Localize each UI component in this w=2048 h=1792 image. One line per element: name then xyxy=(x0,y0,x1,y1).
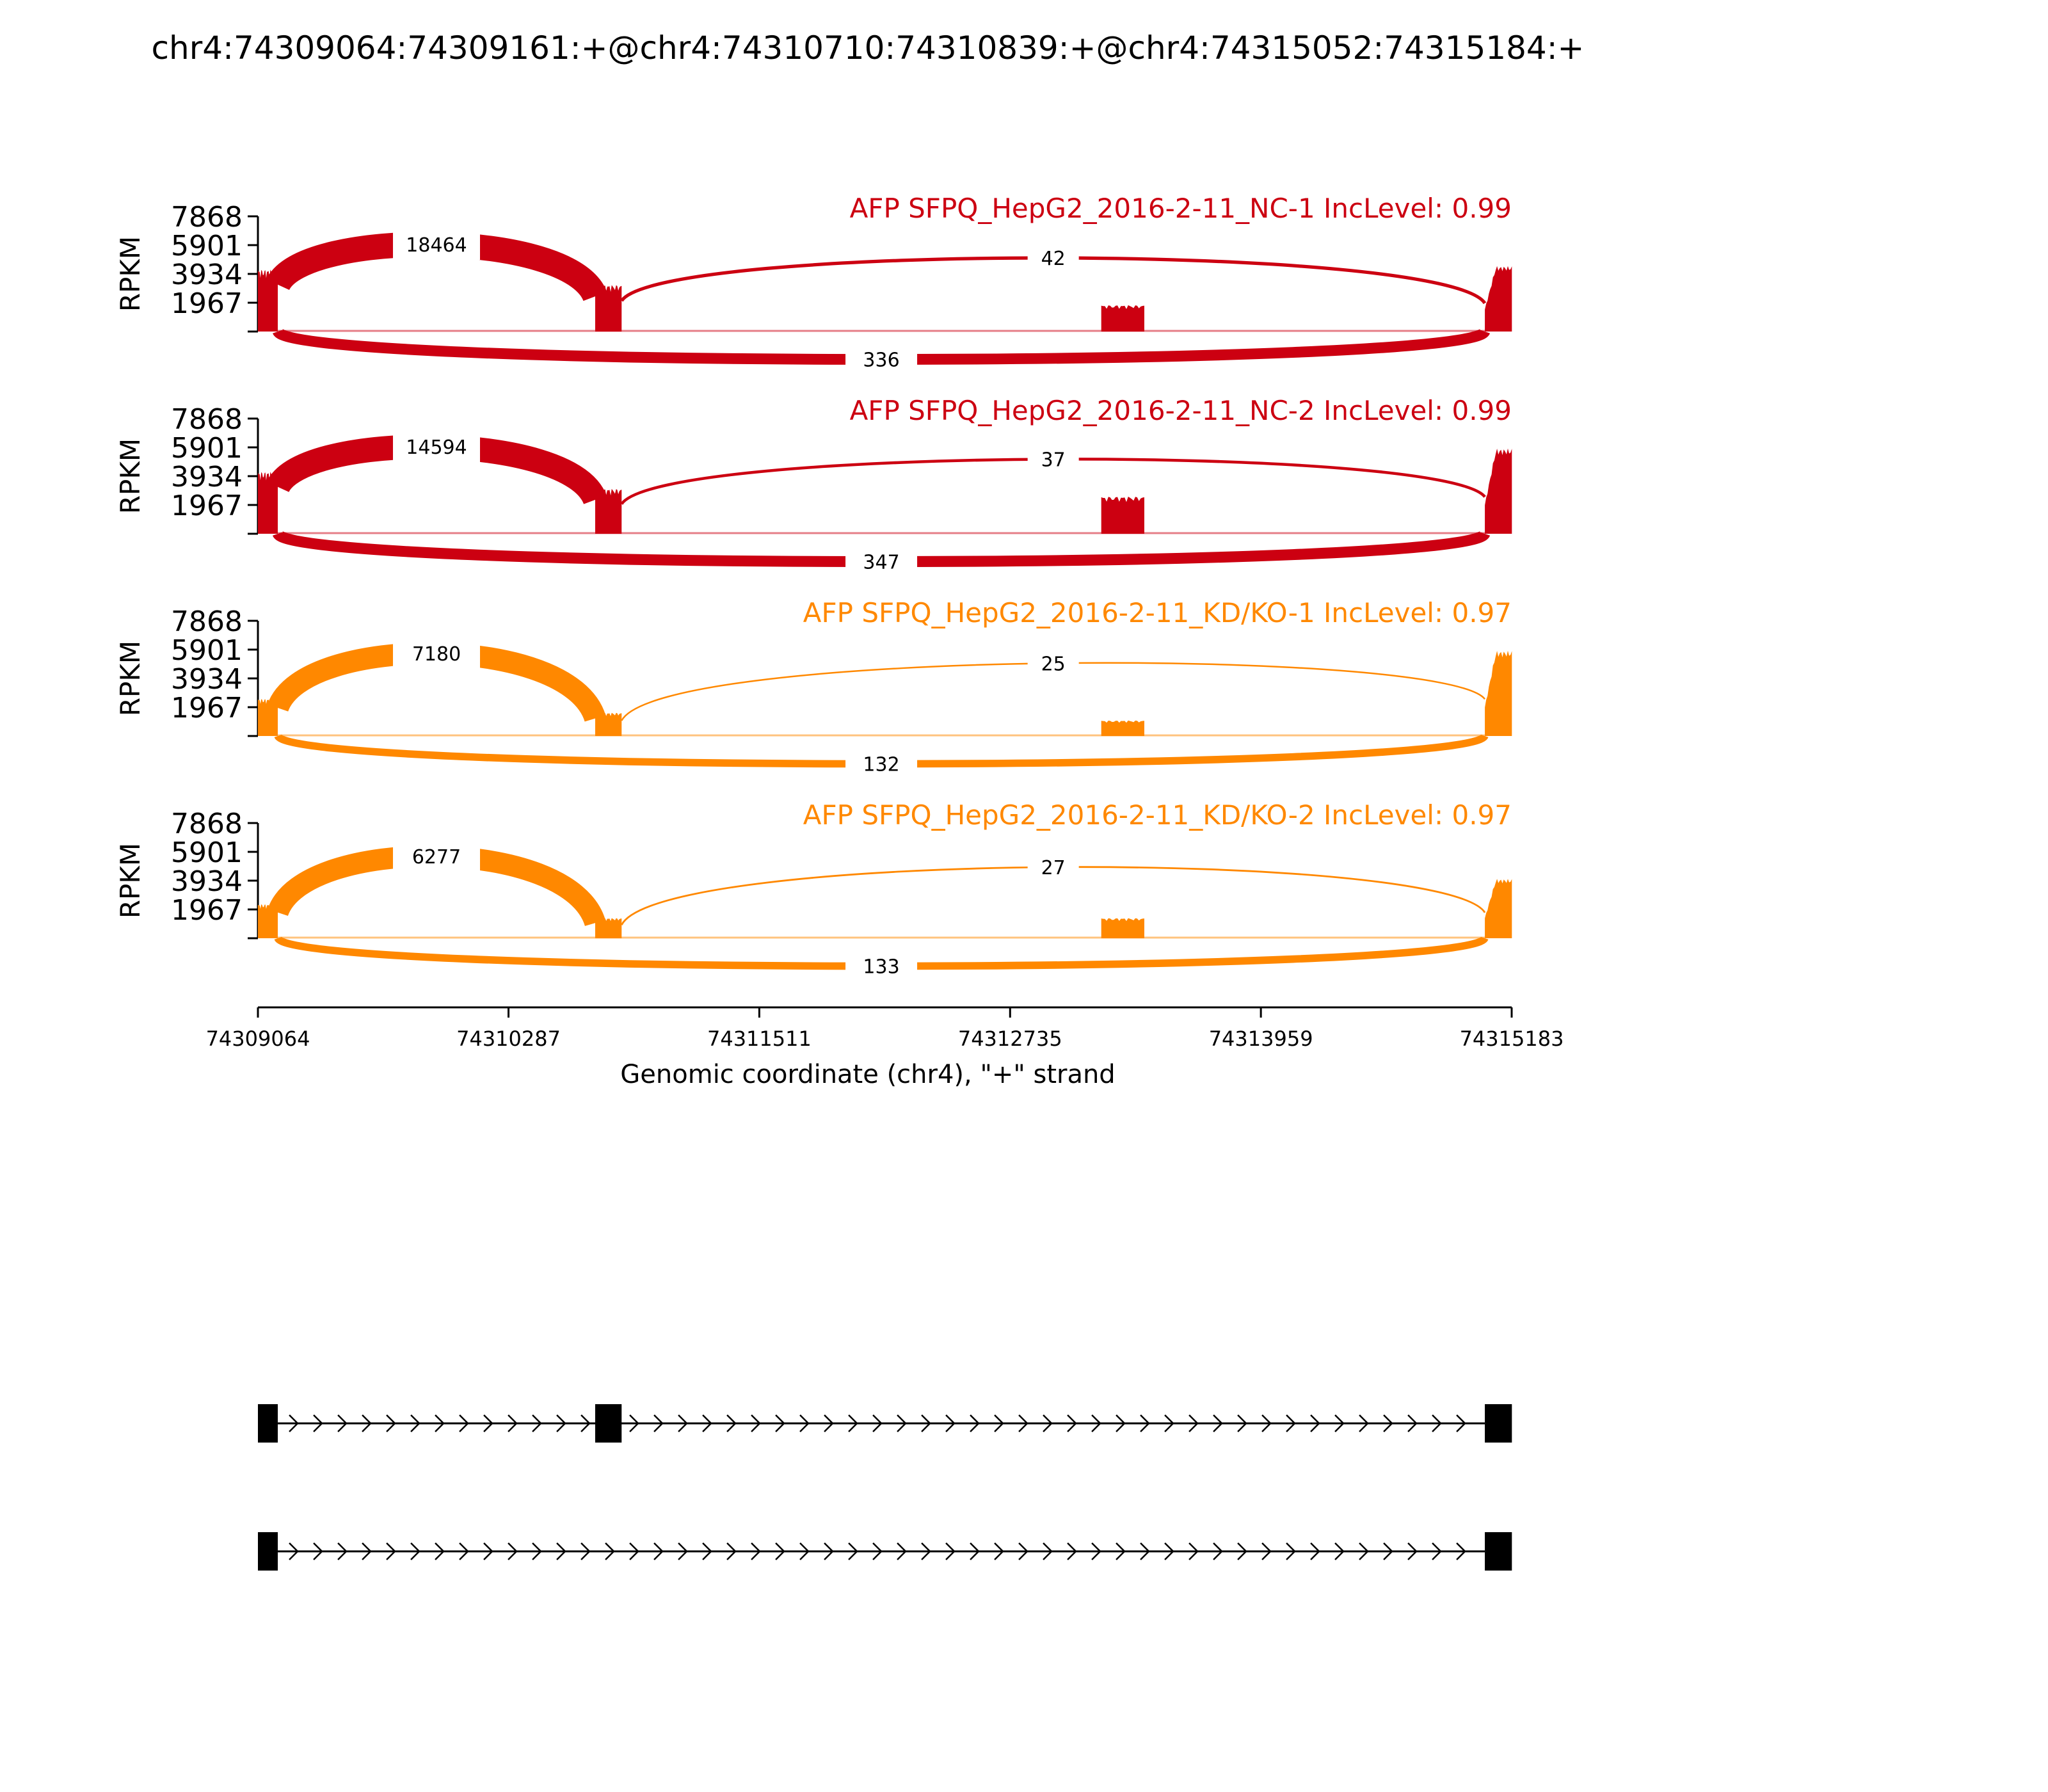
plot-title: chr4:74309064:74309161:+@chr4:74310710:74310839:+@chr4:74315052:74315184:+ xyxy=(151,29,1585,67)
junction-count-skipping: 347 xyxy=(863,551,900,574)
y-axis-label: RPKM xyxy=(115,842,146,919)
coverage-minor-peak xyxy=(1101,305,1144,332)
y-tick-label: 3934 xyxy=(171,865,243,898)
coverage-minor-peak xyxy=(1101,497,1144,534)
junction-count-skipping: 132 xyxy=(863,753,900,776)
y-tick-label: 5901 xyxy=(171,634,243,667)
y-tick-label: 1967 xyxy=(171,490,243,522)
y-tick-label: 3934 xyxy=(171,663,243,696)
y-tick-label: 7868 xyxy=(171,605,243,638)
x-tick-label: 74311511 xyxy=(707,1027,812,1051)
inclusion-isoform xyxy=(258,1404,1512,1443)
y-tick-label: 1967 xyxy=(171,287,243,320)
x-axis-label: Genomic coordinate (chr4), "+" strand xyxy=(620,1060,1116,1089)
track-label: AFP SFPQ_HepG2_2016-2-11_KD/KO-1 IncLevel: 0.97 xyxy=(803,597,1512,628)
x-tick-label: 74312735 xyxy=(957,1027,1062,1051)
track-label: AFP SFPQ_HepG2_2016-2-11_NC-1 IncLevel: 0.99 xyxy=(849,193,1512,224)
x-tick-label: 74310287 xyxy=(456,1027,561,1051)
exon-block-2 xyxy=(595,1404,621,1443)
junction-count-inclusion-2: 37 xyxy=(1041,449,1066,472)
coverage-exon-3 xyxy=(1485,266,1512,332)
track-label: AFP SFPQ_HepG2_2016-2-11_NC-2 IncLevel: 0.99 xyxy=(849,395,1512,426)
coverage-tracks xyxy=(115,193,1512,980)
y-axis-label: RPKM xyxy=(115,640,146,717)
x-tick-label: 74309064 xyxy=(205,1027,310,1051)
y-tick-label: 5901 xyxy=(171,230,243,262)
junction-count-skipping: 133 xyxy=(863,956,900,979)
y-tick-label: 3934 xyxy=(171,259,243,291)
track-1 xyxy=(115,193,1512,374)
exon-block-3 xyxy=(1485,1532,1512,1571)
y-tick-label: 3934 xyxy=(171,461,243,493)
skipping-isoform xyxy=(258,1532,1512,1571)
y-axis-label: RPKM xyxy=(115,236,146,312)
coverage-minor-peak xyxy=(1101,918,1144,938)
isoform-models xyxy=(258,1404,1512,1571)
coverage-exon-3 xyxy=(1485,449,1512,534)
y-tick-label: 1967 xyxy=(171,894,243,927)
junction-count-inclusion-2: 25 xyxy=(1041,653,1066,676)
junction-count-inclusion-2: 27 xyxy=(1041,856,1066,879)
track-4 xyxy=(115,799,1512,980)
y-axis-label: RPKM xyxy=(115,438,146,515)
junction-count-inclusion-1: 6277 xyxy=(412,845,461,868)
coverage-exon-3 xyxy=(1485,651,1512,736)
y-tick-label: 7868 xyxy=(171,808,243,840)
y-tick-label: 5901 xyxy=(171,432,243,465)
y-tick-label: 7868 xyxy=(171,403,243,436)
exon-block-1 xyxy=(258,1532,278,1571)
track-label: AFP SFPQ_HepG2_2016-2-11_KD/KO-2 IncLevel: 0.97 xyxy=(803,799,1512,831)
junction-count-inclusion-1: 14594 xyxy=(406,436,467,460)
y-tick-label: 7868 xyxy=(171,201,243,234)
exon-block-1 xyxy=(258,1404,278,1443)
exon-block-3 xyxy=(1485,1404,1512,1443)
x-tick-label: 74315183 xyxy=(1459,1027,1564,1051)
track-2 xyxy=(115,395,1512,576)
coverage-exon-3 xyxy=(1485,879,1512,938)
track-3 xyxy=(115,597,1512,778)
junction-count-inclusion-2: 42 xyxy=(1041,247,1066,270)
junction-count-inclusion-1: 18464 xyxy=(406,234,467,257)
y-tick-label: 1967 xyxy=(171,692,243,724)
coverage-minor-peak xyxy=(1101,721,1144,736)
y-tick-label: 5901 xyxy=(171,836,243,869)
junction-count-skipping: 336 xyxy=(863,349,900,372)
x-tick-label: 74313959 xyxy=(1208,1027,1313,1051)
x-axis xyxy=(206,1007,1564,1051)
junction-count-inclusion-1: 7180 xyxy=(412,643,461,666)
